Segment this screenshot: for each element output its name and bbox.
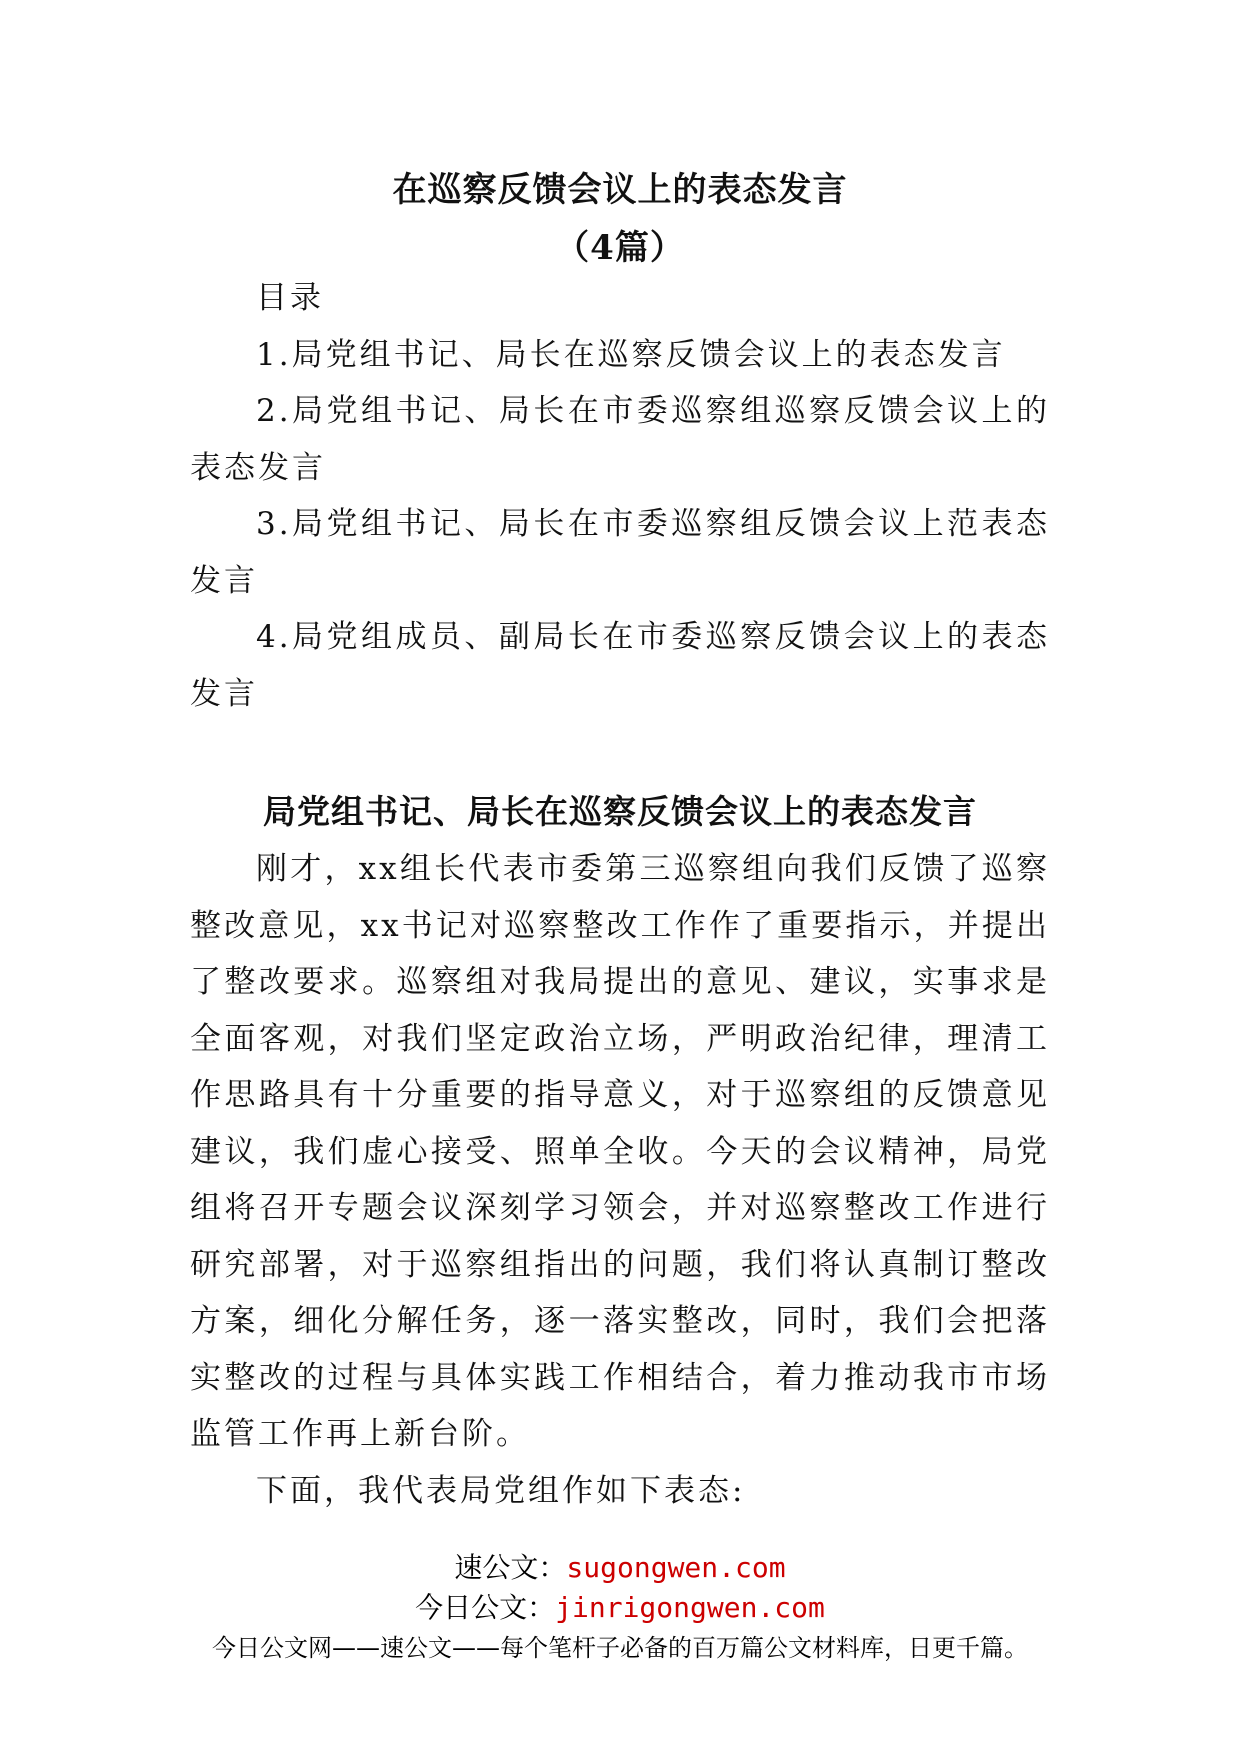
footer-line-jinrigongwen [0,1586,1240,1626]
section-body [190,841,1050,1519]
document-subtitle: （4篇） [555,228,685,268]
section-title: 局党组书记、局长在巡察反馈会议上的表态发言 [263,792,977,831]
jinrigongwen-link[interactable]: jinrigongwen.com [555,1591,825,1624]
footer-slogan: 今日公文网——速公文——每个笔杆子必备的百万篇公文材料库，日更千篇。 [212,1634,1028,1662]
paragraph: 下面，我代表局党组作如下表态: [256,1472,746,1509]
footer-line-sugongwen [0,1546,1240,1586]
toc-item: 4.局党组成员、副局长在市委巡察反馈会议上的表态发言 [190,619,1050,712]
footer-label: 今日公文： [415,1591,556,1624]
paragraph: 刚才，xx组长代表市委第三巡察组向我们反馈了巡察整改意见，xx书记对巡察整改工作作了重要指示，并提出了整改要求。巡察组对我局提出的意见、建议，实事求是全面客观，对我们坚定政治立场，严明政治纪律，理清工作思路具有十分重要的指导意义，对于巡察组的反馈意见建议，我们虚心接受、照单全收。今天的会议精神，局党组将召开专题会议深刻学习领会，并对巡察整改工作进行研究部署，对于巡察组指出的问题，我们将认真制订整改方案，细化分解任务，逐一落实整改，同时，我们会把落实整改的过程与具体实践工作相结合，着力推动我市市场监管工作再上新台阶。 [190,851,1050,1452]
toc-heading: 目录 [256,280,324,316]
toc-item: 3.局党组书记、局长在市委巡察组反馈会议上范表态发言 [190,506,1050,599]
sugongwen-link[interactable]: sugongwen.com [566,1551,786,1584]
toc-item: 2.局党组书记、局长在市委巡察组巡察反馈会议上的表态发言 [190,393,1050,486]
toc-item: 1.局党组书记、局长在巡察反馈会议上的表态发言 [256,336,1006,373]
footer-label: 速公文： [454,1551,567,1584]
document-title: 在巡察反馈会议上的表态发言 [392,170,848,210]
table-of-contents [190,270,1050,722]
